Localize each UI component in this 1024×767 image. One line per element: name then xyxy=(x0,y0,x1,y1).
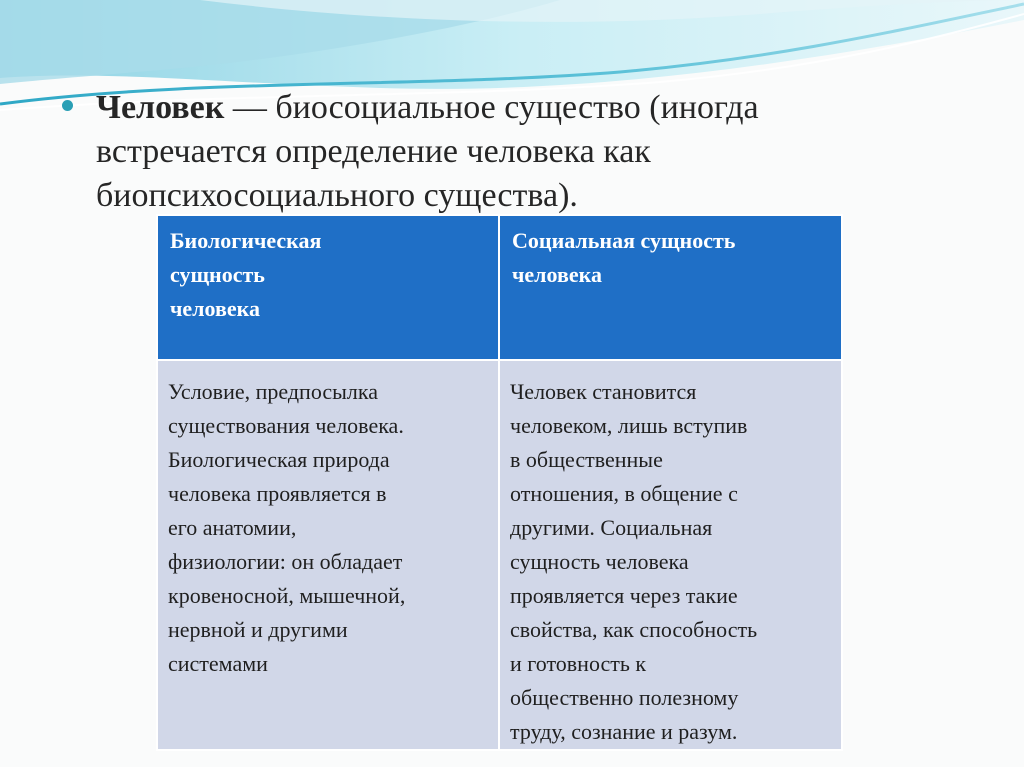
cell-line: кровеносной, мышечной, xyxy=(168,583,406,608)
cell-biological-description xyxy=(157,360,499,750)
cell-social-description xyxy=(499,360,842,750)
cell-line: в общественные xyxy=(510,447,663,472)
comparison-table xyxy=(156,214,843,751)
cell-line: Условие, предпосылка xyxy=(168,379,379,404)
table-row xyxy=(157,360,842,750)
cell-line: Биологическая природа xyxy=(168,447,390,472)
bullet-text xyxy=(96,86,942,218)
header-social-essence xyxy=(499,215,842,360)
bullet-paragraph xyxy=(62,86,942,218)
bullet-line xyxy=(96,86,942,130)
header-line: сущность xyxy=(170,262,265,287)
header-biological-essence xyxy=(157,215,499,360)
cell-line: физиологии: он обладает xyxy=(168,549,403,574)
bullet-icon xyxy=(62,100,73,111)
cell-line: труду, сознание и разум. xyxy=(510,719,738,744)
cell-line: и готовность к xyxy=(510,651,647,676)
cell-line: отношения, в общение с xyxy=(510,481,738,506)
cell-line: Человек становится xyxy=(510,379,697,404)
bullet-line: встречается определение человека как xyxy=(96,133,651,170)
cell-line: общественно полезному xyxy=(510,685,739,710)
cell-line: свойства, как способность xyxy=(510,617,758,642)
table-header-row xyxy=(157,215,842,360)
header-line: Биологическая xyxy=(170,228,322,253)
bullet-bold-term: Человек xyxy=(96,89,225,126)
cell-line: нервной и другими xyxy=(168,617,348,642)
header-line: человека xyxy=(512,262,602,287)
cell-line: человеком, лишь вступив xyxy=(510,413,748,438)
cell-line: сущность человека xyxy=(510,549,689,574)
bullet-line: биопсихосоциального существа). xyxy=(96,177,578,214)
header-line: Социальная сущность xyxy=(512,228,736,253)
bullet-line-text: — биосоциальное существо (иногда xyxy=(224,89,759,126)
header-line: человека xyxy=(170,296,260,321)
cell-line: существования человека. xyxy=(168,413,404,438)
cell-line: системами xyxy=(168,651,268,676)
cell-line: проявляется через такие xyxy=(510,583,738,608)
cell-line: его анатомии, xyxy=(168,515,297,540)
cell-line: другими. Социальная xyxy=(510,515,713,540)
cell-line: человека проявляется в xyxy=(168,481,387,506)
comparison-table-wrapper xyxy=(156,214,843,751)
